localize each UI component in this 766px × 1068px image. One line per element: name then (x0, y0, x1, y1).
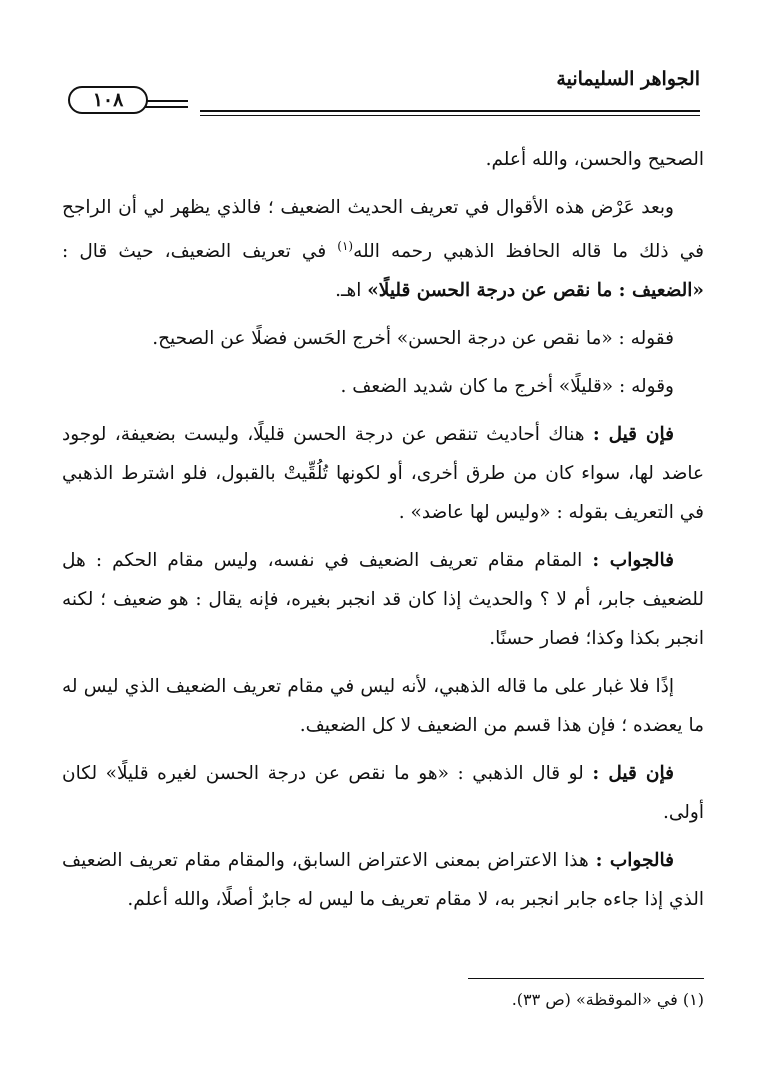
text-run: وقوله : «قليلًا» أخرج ما كان شديد الضعف . (340, 376, 674, 398)
paragraph (62, 367, 704, 406)
paragraph (62, 188, 704, 310)
header-rule-thin (200, 115, 700, 116)
header-rule (200, 110, 700, 112)
footnote: (١) في «الموقظة» (ص ٣٣). (511, 990, 704, 1009)
bold-text-run: فإن قيل : (592, 424, 674, 446)
text-run: المقام مقام تعريف الضعيف في نفسه، وليس مقام الحكم : هل للضعيف جابر، أم لا ؟ والحديث إذا كان قد انجبر بغيره، فإنه يقال : هو ضعيف ؛ لكنه انجبر بكذا وكذا؛ فصار حسنًا. (62, 550, 704, 650)
running-title: الجواهر السليمانية (556, 68, 700, 90)
text-run: الصحيح والحسن، والله أعلم. (485, 149, 704, 170)
footnote-marker: (١) (337, 239, 354, 253)
bold-text-run: فالجواب : (595, 850, 674, 872)
text-run: هناك أحاديث تنقص عن درجة الحسن قليلًا، وليست بضعيفة، لوجود عاضد لها، سواء كان من طرق أخرى، أو لكونها تُلُقِّيتْ بالقبول، فلو اشترط الذهبي في التعريف بقوله : «وليس لها عاضد» . (62, 424, 704, 524)
paragraph (62, 841, 704, 919)
paragraph (62, 541, 704, 658)
page-number-rule-bottom (144, 106, 188, 108)
text-run: في تعريف الضعيف، حيث قال : (62, 241, 338, 263)
body-text (62, 140, 704, 928)
text-run: إذًا فلا غبار على ما قاله الذهبي، لأنه ليس في مقام تعريف الضعيف الذي ليس له ما يعضده ؛ فإن هذا قسم من الضعيف لا كل الضعيف. (62, 676, 704, 737)
paragraph (62, 667, 704, 745)
page-header (60, 62, 700, 118)
text-run: اهـ. (335, 280, 368, 302)
paragraph (62, 319, 704, 358)
text-run: فقوله : «ما نقص عن درجة الحسن» أخرج الحَسن فضلًا عن الصحيح. (152, 328, 674, 350)
bold-text-run: فالجواب : (592, 550, 674, 572)
paragraph (62, 754, 704, 832)
text-run: هذا الاعتراض بمعنى الاعتراض السابق، والمقام مقام تعريف الضعيف الذي إذا جاءه جابر انجبر به، لا مقام تعريف ما ليس له جابرٌ أصلًا، والله أعلم. (62, 850, 704, 911)
page-number: ١٠٨ (68, 86, 148, 114)
paragraph (62, 140, 704, 179)
text-run: لو قال الذهبي : «هو ما نقص عن درجة الحسن لغيره قليلًا» لكان أولى. (62, 763, 704, 824)
footnote-rule (468, 978, 704, 979)
paragraph (62, 415, 704, 532)
bold-text-run: «الضعيف : ما نقص عن درجة الحسن قليلًا» (367, 280, 704, 302)
text-run: وبعد عَرْض هذه الأقوال في تعريف الحديث الضعيف ؛ فالذي يظهر لي أن الراجح في ذلك ما قاله الحافظ الذهبي رحمه الله (62, 197, 704, 263)
page-number-rule-top (144, 100, 188, 102)
bold-text-run: فإن قيل : (592, 763, 674, 785)
